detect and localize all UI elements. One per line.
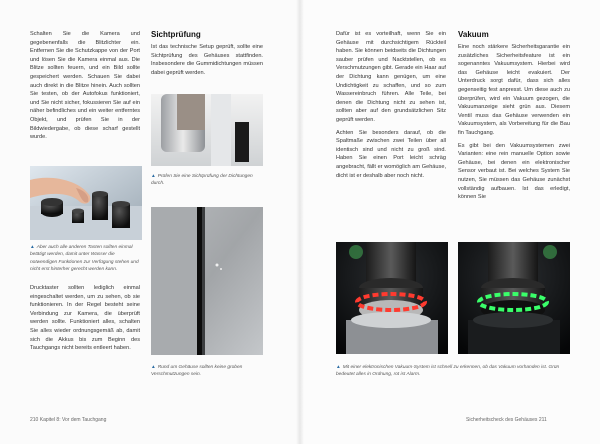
caption-triangle-icon: ▲ [336, 365, 341, 370]
column-1-top [30, 30, 140, 146]
heading-vakuum: Vakuum [458, 30, 489, 39]
photo-vacuum-red [336, 242, 448, 354]
paragraph: Eine noch stärkere Sicherheitsgarantie ein zusätzliches Sicherheitsfeature ist ein sogenanntes Vakuumsystem. Hierbei wird das Gehäuse leicht evakuiert. Der Unterdruck sorgt dafür, dass sich alles gegenseitig fest anpresst. Um diese auch zu überprüfen, wird ein Vakuum gezogen, die Vakuumanzeige sieht grün aus. Diesem Ventil muss das Gehäuse verwenden ein Vakuumsystem, als Vorbereitung für die Bau fin Tauchgang. [458, 44, 570, 136]
page-gutter [296, 0, 304, 444]
photo-housing-seam-svg [151, 207, 263, 355]
photo-housing-seam [151, 207, 263, 355]
caption-text: Aber auch alle anderen Tasten sollten einmal betätigt werden, damit unter Wasser die notwendigen Funktionen zur Verfügung stehen und nicht erst hinterher gerecht werden kann. [30, 245, 139, 273]
caption-housing-seam [151, 364, 263, 379]
paragraph: Ist das technische Setup geprüft, sollte eine Sichtprüfung des Gehäuses stattfinden. Insbesondere die Gummidichtungen müssen dabei geprüft werden. [151, 44, 263, 76]
column-2 [151, 30, 263, 81]
photo-camera-buttons [30, 166, 142, 240]
caption-triangle-icon: ▲ [30, 245, 35, 250]
footer-right: Sicherheitscheck des Gehäuses 211 [466, 417, 547, 423]
paragraph: Es gibt bei den Vakuumsystemen zwei Varianten: eine rein manuelle Option sowie Gehäuse, bei denen ein elektronischer Sensor verbaut ist. Bei welches System Sie nutzen, Sie müssen das Gehäuse zunächst vollständig aufbauen. Ist das erledigt, können Sie [458, 142, 570, 201]
paragraph: Schalten Sie die Kamera und gegebenenfalls die Blitzlichter ein. Entfernen Sie die Schutzkappe von der Port und lösen Sie die Kamera einmal aus. Die Blitze sollten feuern, und ein Bild sollte gespeichert werden. Schauen Sie dabei auch direkt in die Blitze hinein. Auch sollten Sie testen, ob der Autofokus funktioniert, und Sie nicht sicher, fokussieren Sie auf ein näher befindliches und ein weiter entferntes Objekt, und prüfen Sie in der Bildwiedergabe, ob diese scharf gestellt wurde. [30, 31, 140, 141]
column-4 [458, 30, 570, 206]
column-1-bottom [30, 284, 140, 357]
photo-camera-buttons-svg [30, 166, 142, 240]
column-3 [336, 30, 446, 184]
caption-camera-buttons [30, 244, 140, 274]
caption-triangle-icon: ▲ [151, 365, 156, 370]
caption-triangle-icon: ▲ [151, 174, 156, 179]
paragraph: Achten Sie besonders darauf, ob die Spaltmaße zwischen zwei Teilen über all identisch sind und nicht zu groß sind. Haben Sie einen Port leicht schräg angebracht, fällt er womöglich am Gehäuse, dicht ist er deshalb aber noch nicht. [336, 129, 446, 179]
heading-sichtpruefung: Sichtprüfung [151, 30, 201, 39]
photo-seal-check [151, 94, 263, 166]
caption-text: Mit einer elektronischen Vakuum-System ist schnell zu erkennen, ob das Vakuum vorhanden ist. Grün bedeutet alles in Ordnung, rot ist Alarm. [336, 365, 560, 378]
photo-vacuum-green-svg [458, 242, 570, 354]
caption-text: Prüfen Sie eine Sichtprüfung der Dichtungen durch. [151, 174, 253, 187]
caption-text: Rund um Gehäuse sollten keine groben Verschmutzungen sein. [151, 365, 243, 378]
photo-vacuum-green [458, 242, 570, 354]
paragraph: Dafür ist es vorteilhaft, wenn Sie ein Gehäuse mit durchsichtigem Rückteil haben. Sie können beidseits die Dichtungen sauber prüfen und Nacktstellen, ob es Verschmutzungen gibt. Gerade ein Haar auf der Dichtung kann genügen, um eine Undichtigkeit zu schaffen, und so zum Wassereinbruch führen. Alle Teile, bei denen die Dichtung nicht zu sehen ist, sollten aber auf den grundsätzlichen Sitz geprüft werden. [336, 31, 446, 123]
caption-vacuum [336, 364, 570, 379]
footer-left: 210 Kapitel 8: Vor dem Tauchgang [30, 417, 107, 423]
caption-seal-check [151, 173, 263, 188]
photo-seal-check-svg [151, 94, 263, 166]
paragraph: Drucktaster sollten lediglich einmal eingeschaltet werden, um zu sehen, ob sie funktionieren. In der Regel besteht seine Verbindung zur Kamera, die überprüft werden sollte. Funktioniert alles, schalten Sie alles wieder ordnungsgemäß ab, damit sich die Akkus bis zum Beginn des Tauchgangs nicht bereits entleert haben. [30, 285, 140, 352]
photo-vacuum-red-svg [336, 242, 448, 354]
